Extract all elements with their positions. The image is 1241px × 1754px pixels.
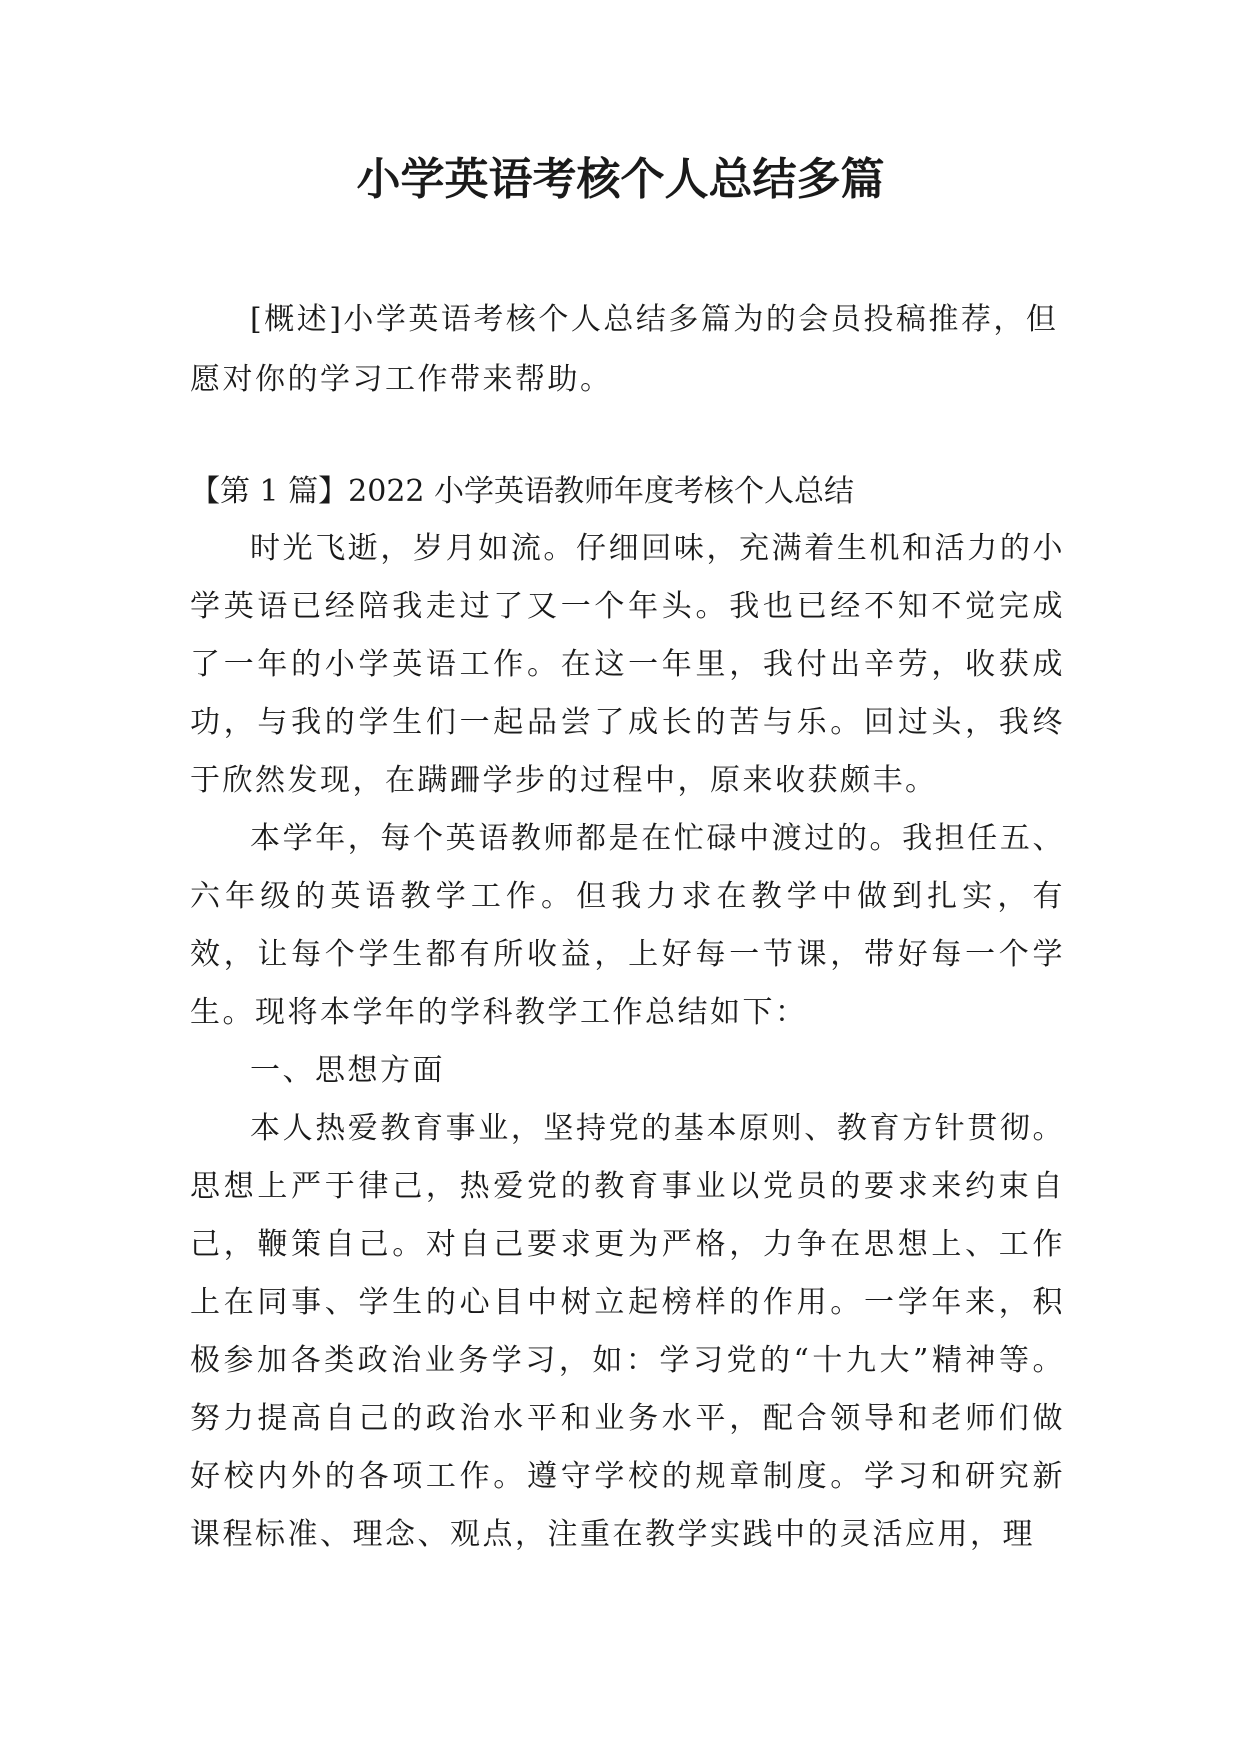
subsection-heading: 一、思想方面 xyxy=(250,1053,445,1088)
body-paragraph: 本学年，每个英语教师都是在忙碌中渡过的。我担任五、六年级的英语教学工作。但我力求在教学中做到扎实，有效，让每个学生都有所收益，上好每一节课，带好每一个学生。现将本学年的学科教学工作总结如下： xyxy=(190,821,1065,1030)
body-paragraph: 时光飞逝，岁月如流。仔细回味，充满着生机和活力的小学英语已经陪我走过了又一个年头。我也已经不知不觉完成了一年的小学英语工作。在这一年里，我付出辛劳，收获成功，与我的学生们一起品尝了成长的苦与乐。回过头，我终于欣然发现，在蹒跚学步的过程中，原来收获颇丰。 xyxy=(190,531,1065,798)
document-title: 小学英语考核个人总结多篇 xyxy=(356,154,885,205)
document-body xyxy=(190,520,1065,1564)
body-paragraph: 本人热爱教育事业，坚持党的基本原则、教育方针贯彻。思想上严于律己，热爱党的教育事业以党员的要求来约束自己，鞭策自己。对自己要求更为严格，力争在思想上、工作上在同事、学生的心目中树立起榜样的作用。一学年来，积极参加各类政治业务学习，如：学习党的“十九大”精神等。努力提高自己的政治水平和业务水平，配合领导和老师们做好校内外的各项工作。遵守学校的规章制度。学习和研究新课程标准、理念、观点，注重在教学实践中的灵活应用，理 xyxy=(190,1111,1065,1552)
document-summary: [概述]小学英语考核个人总结多篇为的会员投稿推荐，但愿对你的学习工作带来帮助。 xyxy=(190,302,1059,397)
section-heading: 【第 1 篇】2022 小学英语教师年度考核个人总结 xyxy=(190,474,855,509)
